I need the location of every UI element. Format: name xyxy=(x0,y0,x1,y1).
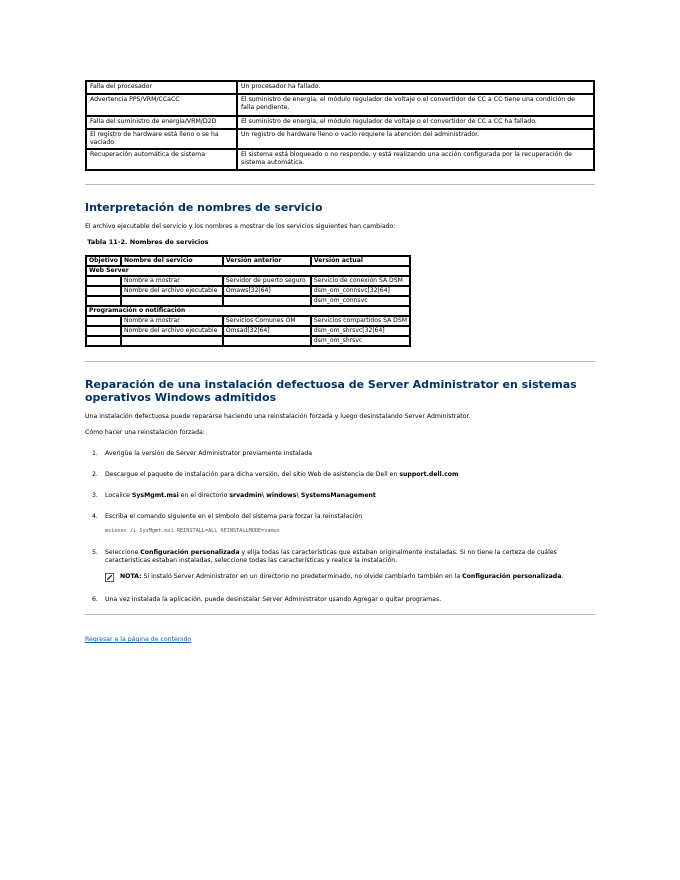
table-cell: dsm_om_shrsvc[32|64] xyxy=(311,326,410,336)
list-item xyxy=(85,596,595,604)
note-label: NOTA: xyxy=(120,573,142,580)
directory-path: srvadmin\ windows\ SystemsManagement xyxy=(229,492,376,499)
table-cell xyxy=(86,336,121,346)
table-cell: Servicios compartidos SA DSM xyxy=(311,316,410,326)
table-row xyxy=(86,316,410,326)
steps-list xyxy=(85,450,595,604)
table-cell: Falla del suministro de energía/VRM/D2D xyxy=(86,116,237,129)
list-item xyxy=(85,492,595,500)
step-number: 5. xyxy=(92,549,98,556)
note-bold: Configuración personalizada xyxy=(462,573,562,580)
table-row xyxy=(86,149,594,170)
table-cell: Nombre a mostrar xyxy=(121,316,223,326)
table-cell: Recuperación automática de sistema xyxy=(86,149,237,170)
repair-section-title: Reparación de una instalación defectuosa de Server Administrator en sistemas operativos Windows admitidos xyxy=(85,378,577,404)
table-cell: Omsad[32|64] xyxy=(223,326,311,336)
group-label: Web Server xyxy=(86,266,410,276)
table-header-row xyxy=(86,256,410,266)
table-cell: Advertencia PPS/VRM/CCaCC xyxy=(86,94,237,116)
table-cell: Servicio de conexión SA DSM xyxy=(311,276,410,286)
table-row xyxy=(86,94,594,116)
table-cell: Nombre del archivo ejecutable xyxy=(121,326,223,336)
repair-section-intro: Una instalación defectuosa puede repararse haciendo una reinstalación forzada y luego desinstalando Server Administrator. xyxy=(85,413,471,420)
table-cell: Nombre del archivo ejecutable xyxy=(121,286,223,296)
table-row xyxy=(86,81,594,94)
step-number: 3. xyxy=(92,492,98,499)
list-item xyxy=(85,549,595,582)
table-cell xyxy=(223,336,311,346)
table-cell: Falla del procesador xyxy=(86,81,237,94)
table-cell: Servidor de puerto seguro xyxy=(223,276,311,286)
table-cell xyxy=(121,336,223,346)
column-header: Versión anterior xyxy=(223,256,311,266)
status-table xyxy=(85,80,595,171)
step-text: Localice xyxy=(105,492,132,499)
table-cell xyxy=(86,286,121,296)
table-cell: Omaws[32|64] xyxy=(223,286,311,296)
table-cell: El sistema está bloqueado o no responde, y está realizando una acción configurada por la recuperación de sistema automática. xyxy=(237,149,594,170)
option-name: Configuración personalizada xyxy=(140,549,240,556)
table-cell: El registro de hardware está lleno o se ha vaciado xyxy=(86,129,237,149)
step-number: 6. xyxy=(92,596,98,603)
table-group-row xyxy=(86,306,410,316)
step-text: Descargue el paquete de instalación para dicha versión, del sitio Web de asistencia de Dell en xyxy=(105,471,400,478)
note-pencil-icon xyxy=(105,573,114,582)
support-site: support.dell.com xyxy=(399,471,459,478)
step-text: Averigüe la versión de Server Administrator previamente instalada xyxy=(105,450,313,457)
step-number: 2. xyxy=(92,471,98,478)
table-cell: El suministro de energía, el módulo regulador de voltaje o el convertidor de CC a CC tiene una condición de falla pendiente. xyxy=(237,94,594,116)
note-box xyxy=(105,573,595,582)
step-number: 4. xyxy=(92,513,98,520)
table-cell xyxy=(86,296,121,306)
table-cell xyxy=(86,326,121,336)
table-cell: Un procesador ha fallado. xyxy=(237,81,594,94)
table-row xyxy=(86,286,410,296)
service-section-intro: El archivo ejecutable del servicio y los nombres a mostrar de los servicios siguientes han cambiado: xyxy=(85,223,396,230)
note-text: Si instaló Server Administrator en un directorio no predeterminado, no olvide cambiarlo también en la xyxy=(141,573,463,580)
column-header: Versión actual xyxy=(311,256,410,266)
table-cell: Servicios Comunes OM xyxy=(223,316,311,326)
repair-howto: Cómo hacer una reinstalación forzada: xyxy=(85,429,205,436)
file-name: SysMgmt.msi xyxy=(131,492,179,499)
group-label: Programación o notificación xyxy=(86,306,410,316)
table-caption: Tabla 11-2. Nombres de servicios xyxy=(87,238,209,246)
service-section-title: Interpretación de nombres de servicio xyxy=(85,201,323,214)
step-number: 1. xyxy=(92,450,98,457)
column-header: Nombre del servicio xyxy=(121,256,223,266)
list-item xyxy=(85,450,595,458)
table-cell xyxy=(223,296,311,306)
table-cell: dsm_om_shrsvc xyxy=(311,336,410,346)
step-text: en el directorio xyxy=(178,492,230,499)
command-line: msiexec /i SysMgmt.msi REINSTALL=ALL REINSTALLMODE=vamus xyxy=(105,528,280,534)
table-row xyxy=(86,276,410,286)
table-cell: dsm_om_connsvc[32|64] xyxy=(311,286,410,296)
step-text: Seleccione xyxy=(105,549,141,556)
table-cell: dsm_om_connsvc xyxy=(311,296,410,306)
table-cell xyxy=(121,296,223,306)
list-item xyxy=(85,471,595,479)
table-cell xyxy=(86,316,121,326)
column-header: Objetivo xyxy=(86,256,121,266)
table-row xyxy=(86,116,594,129)
list-item xyxy=(85,513,595,535)
table-cell xyxy=(86,276,121,286)
step-text: Escriba el comando siguiente en el símbolo del sistema para forzar la reinstalación xyxy=(105,513,363,520)
table-cell: Nombre a mostrar xyxy=(121,276,223,286)
table-cell: Un registro de hardware lleno o vacío requiere la atención del administrador. xyxy=(237,129,594,149)
table-row xyxy=(86,326,410,336)
note-end: . xyxy=(561,573,564,580)
table-cell: El suministro de energía, el módulo regulador de voltaje o el convertidor de CC a CC ha fallado. xyxy=(237,116,594,129)
step-text: y elija todas las características que estaban originalmente instaladas. Si no tiene la certeza de cuáles características estaban instaladas, seleccione todas las características y realice la instalación. xyxy=(105,549,557,564)
step-text: Una vez instalada la aplicación, puede desinstalar Server Administrator usando Agregar o quitar programas. xyxy=(105,596,442,603)
service-names-table xyxy=(85,255,411,347)
back-to-contents-link[interactable]: Regresar a la página de contenido xyxy=(85,636,192,643)
table-group-row xyxy=(86,266,410,276)
table-row xyxy=(86,129,594,149)
document-page xyxy=(85,80,595,645)
table-row xyxy=(86,336,410,346)
table-row xyxy=(86,296,410,306)
